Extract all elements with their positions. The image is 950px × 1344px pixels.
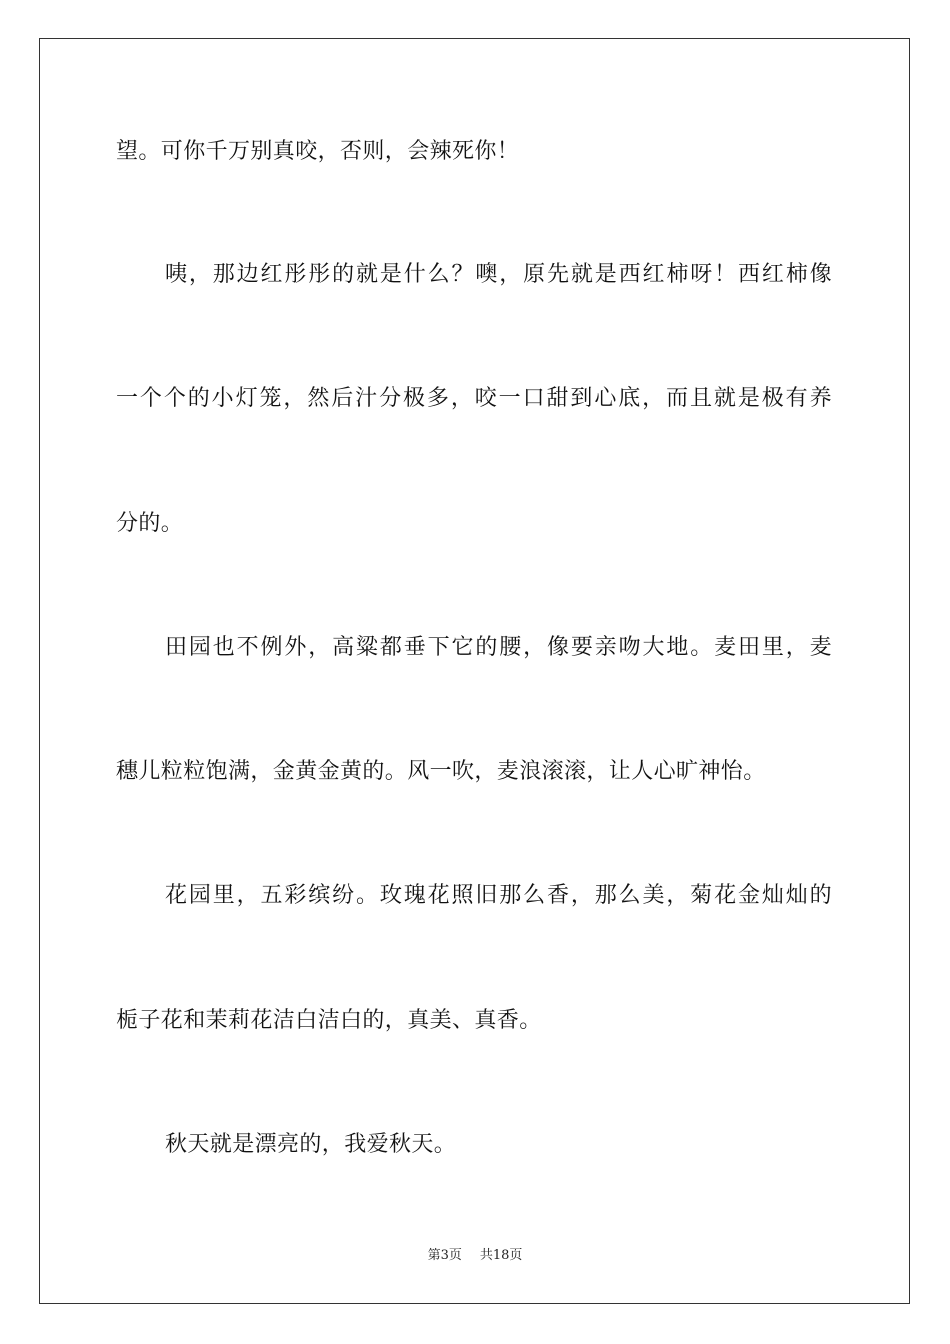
text-line-5: 田园也不例外，高粱都垂下它的腰，像要亲吻大地。麦田里，麦 <box>165 635 832 660</box>
text-line-2: 咦，那边红彤彤的就是什么？噢，原先就是西红柿呀！西红柿像 <box>165 262 832 287</box>
page-footer <box>0 1247 950 1265</box>
text-line-1: 望。可你千万别真咬，否则，会辣死你！ <box>116 139 520 164</box>
page-number: 第3页 <box>427 1248 462 1263</box>
text-line-8: 栀子花和茉莉花洁白洁白的，真美、真香。 <box>116 1008 542 1033</box>
text-line-9: 秋天就是漂亮的，我爱秋天。 <box>165 1132 457 1157</box>
total-pages: 共18页 <box>479 1248 523 1263</box>
text-line-3: 一个个的小灯笼，然后汁分极多，咬一口甜到心底，而且就是极有养 <box>116 386 832 411</box>
text-line-6: 穗儿粒粒饱满，金黄金黄的。风一吹，麦浪滚滚，让人心旷神怡。 <box>116 759 766 784</box>
text-line-4: 分的。 <box>116 511 184 536</box>
page-frame <box>39 38 910 1304</box>
text-line-7: 花园里，五彩缤纷。玫瑰花照旧那么香，那么美，菊花金灿灿的 <box>165 883 832 908</box>
